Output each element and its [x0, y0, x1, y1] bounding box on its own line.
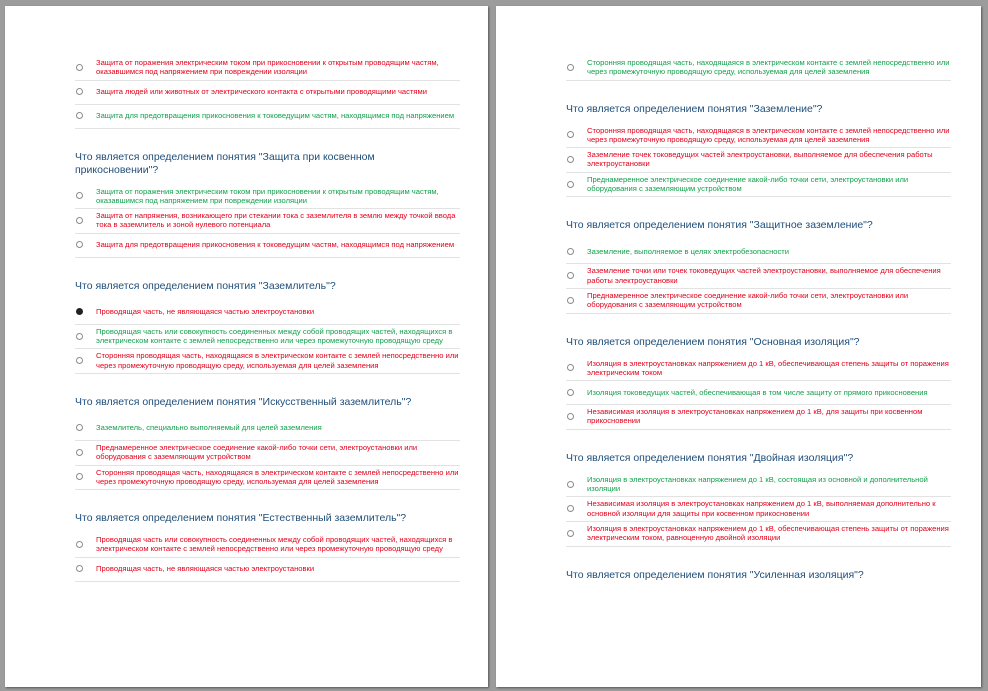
question-title: Что является определением понятия "Усиленная изоляция"?: [566, 568, 864, 581]
radio-button[interactable]: [567, 364, 574, 371]
answer-option-text: Защита от напряжения, возникающего при стекании тока с заземлителя в землю между точкой ввода тока в заземлитель и зоной нулевого потенциала: [96, 211, 456, 230]
radio-button[interactable]: [567, 297, 574, 304]
radio-button[interactable]: [76, 333, 83, 340]
answer-option-text: Проводящая часть, не являющаяся частью электроустановки: [96, 564, 315, 574]
radio-button[interactable]: [76, 112, 83, 119]
question-title: Что является определением понятия "Двойная изоляция"?: [566, 451, 854, 464]
answer-option[interactable]: [75, 533, 460, 558]
question-block: [75, 396, 460, 490]
answer-option-text: Заземление точки или точек токоведущих частей электроустановки, выполняемое для обеспечения работы электроустановки: [587, 266, 941, 285]
answer-option[interactable]: [566, 173, 951, 198]
answer-option-text: Преднамеренное электрическое соединение какой-либо точки сети, электроустановки или оборудования с заземляющим устройством: [587, 174, 909, 194]
radio-button[interactable]: [76, 64, 83, 71]
answer-option-text: Изоляция в электроустановках напряжением до 1 кВ, обеспечивающая степень защиты от поражения электрическим током, равноценную двойной изоляции: [587, 523, 949, 543]
document-page-left: [5, 6, 488, 687]
answer-option[interactable]: [566, 357, 951, 382]
radio-button[interactable]: [76, 192, 83, 199]
answer-option-text: Заземление точек токоведущих частей электроустановки, выполняемое для обеспечения работы электроустановки: [587, 150, 933, 169]
answer-option-text: Изоляция в электроустановках напряжением до 1 кВ, состоящая из основной и дополнительной изоляции: [587, 474, 928, 494]
answer-option-text: Независимая изоляция в электроустановках напряжением до 1 кВ, выполняемая дополнительно к основной изоляции для защиты при косвенном прикосновении: [587, 499, 936, 518]
answer-option[interactable]: [75, 301, 460, 325]
question-block: [75, 512, 460, 582]
radio-button[interactable]: [567, 481, 574, 488]
radio-button[interactable]: [76, 217, 83, 224]
answer-option[interactable]: [566, 240, 951, 264]
question-title: Что является определением понятия "Заземление"?: [566, 102, 823, 115]
answer-option[interactable]: [75, 417, 460, 441]
radio-button[interactable]: [76, 541, 83, 548]
answer-option-text: Защита от поражения электрическим током при прикосновении к открытым проводящим частям, оказавшимся под напряжением при повреждении изоляции: [96, 58, 439, 77]
answer-option[interactable]: [566, 148, 951, 173]
answer-option-text: Преднамеренное электрическое соединение какой-либо точки сети, электроустановки или оборудования с заземляющим устройством: [587, 290, 909, 310]
radio-button[interactable]: [76, 424, 83, 431]
quiz-content-right: [566, 56, 951, 590]
answer-option[interactable]: [75, 185, 460, 210]
radio-button[interactable]: [76, 241, 83, 248]
radio-button[interactable]: [567, 156, 574, 163]
answer-option-text: Сторонняя проводящая часть, находящаяся в электрическом контакте с землей непосредственно или через промежуточную проводящую среду, используемая для целей заземления: [96, 467, 459, 486]
question-block: [75, 280, 460, 374]
answer-option[interactable]: [566, 405, 951, 430]
question-title: Что является определением понятия "Заземлитель"?: [75, 279, 336, 292]
quiz-content-left: [75, 56, 460, 582]
answer-option[interactable]: [566, 124, 951, 149]
question-title: Что является определением понятия "Естественный заземлитель"?: [75, 512, 407, 525]
question-title: Что является определением понятия "Искусственный заземлитель"?: [75, 395, 412, 408]
answer-option[interactable]: [75, 81, 460, 105]
question-title: Что является определением понятия "Защитное заземление"?: [566, 219, 873, 232]
radio-button[interactable]: [567, 413, 574, 420]
question-title: Что является определением понятия "Защита при косвенном прикосновении"?: [75, 150, 375, 176]
answer-option[interactable]: [75, 234, 460, 258]
answer-option-text: Сторонняя проводящая часть, находящаяся в электрическом контакте с землей непосредственно или через промежуточную проводящую среду, используемая для целей заземления: [587, 125, 950, 144]
answer-option-text: Проводящая часть или совокупность соединенных между собой проводящих частей, находящихся в электрическом контакте с землей непосредственно или через промежуточную проводящую среду: [96, 535, 453, 554]
answer-option[interactable]: [566, 56, 951, 81]
radio-button[interactable]: [567, 389, 574, 396]
answer-option[interactable]: [75, 105, 460, 129]
answer-option-text: Заземлитель, специально выполняемый для целей заземления: [96, 423, 322, 433]
radio-button[interactable]: [567, 64, 574, 71]
answer-option-text: Независимая изоляция в электроустановках напряжением до 1 кВ, для защиты при косвенном прикосновении: [587, 407, 923, 426]
answer-option[interactable]: [566, 522, 951, 547]
radio-button[interactable]: [76, 565, 83, 572]
answer-option-text: Проводящая часть, не являющаяся частью электроустановки: [96, 307, 315, 317]
answer-option[interactable]: [566, 381, 951, 405]
answer-option[interactable]: [75, 56, 460, 81]
radio-button[interactable]: [567, 131, 574, 138]
answer-option-text: Защита от поражения электрическим током при прикосновении к открытым проводящим частям, оказавшимся под напряжением при повреждении изоляции: [96, 186, 439, 205]
question-block: [566, 103, 951, 198]
question-block: [75, 56, 460, 129]
radio-button-selected[interactable]: [76, 308, 83, 315]
answer-option-text: Сторонняя проводящая часть, находящаяся в электрическом контакте с землей непосредственно или через промежуточную проводящую среду, используемая для целей заземления: [587, 58, 950, 77]
question-title: Что является определением понятия "Основная изоляция"?: [566, 335, 860, 348]
radio-button[interactable]: [567, 272, 574, 279]
radio-button[interactable]: [76, 449, 83, 456]
answer-option-text: Изоляция токоведущих частей, обеспечивающая в том числе защиту от прямого прикосновения: [587, 387, 928, 397]
answer-option[interactable]: [75, 325, 460, 350]
question-block: [566, 336, 951, 430]
document-page-right: [496, 6, 981, 687]
radio-button[interactable]: [567, 248, 574, 255]
answer-option[interactable]: [566, 497, 951, 522]
answer-option-text: Защита для предотвращения прикосновения к токоведущим частям, находящимся под напряжением: [96, 240, 455, 250]
question-block: [566, 219, 951, 313]
answer-option[interactable]: [75, 558, 460, 582]
answer-option[interactable]: [75, 209, 460, 234]
radio-button[interactable]: [567, 505, 574, 512]
radio-button[interactable]: [76, 473, 83, 480]
answer-option[interactable]: [566, 473, 951, 498]
answer-option[interactable]: [75, 441, 460, 466]
radio-button[interactable]: [76, 88, 83, 95]
radio-button[interactable]: [567, 181, 574, 188]
radio-button[interactable]: [567, 530, 574, 537]
question-block: [566, 569, 951, 582]
answer-option[interactable]: [75, 349, 460, 374]
answer-option-text: Проводящая часть или совокупность соединенных между собой проводящих частей, находящихся в электрическом контакте с землей непосредственно или через промежуточную проводящую среду: [96, 326, 453, 346]
answer-option[interactable]: [75, 466, 460, 491]
answer-option-text: Сторонняя проводящая часть, находящаяся в электрическом контакте с землей непосредственно или через промежуточную проводящую среду, используемая для целей заземления: [96, 351, 459, 370]
question-block: [566, 56, 951, 81]
answer-option[interactable]: [566, 289, 951, 314]
answer-option-text: Преднамеренное электрическое соединение какой-либо точки сети, электроустановки или оборудования с заземляющим устройством: [96, 442, 418, 462]
answer-option-text: Защита людей или животных от электрического контакта с открытыми проводящими частями: [96, 86, 428, 96]
answer-option-text: Заземление, выполняемое в целях электробезопасности: [587, 246, 790, 256]
question-block: [566, 452, 951, 547]
answer-option-text: Защита для предотвращения прикосновения к токоведущим частям, находящимся под напряжением: [96, 110, 455, 120]
radio-button[interactable]: [76, 357, 83, 364]
answer-option[interactable]: [566, 264, 951, 289]
question-block: [75, 151, 460, 258]
answer-option-text: Изоляция в электроустановках напряжением до 1 кВ, обеспечивающая степень защиты от поражения электрическим током: [587, 358, 949, 377]
